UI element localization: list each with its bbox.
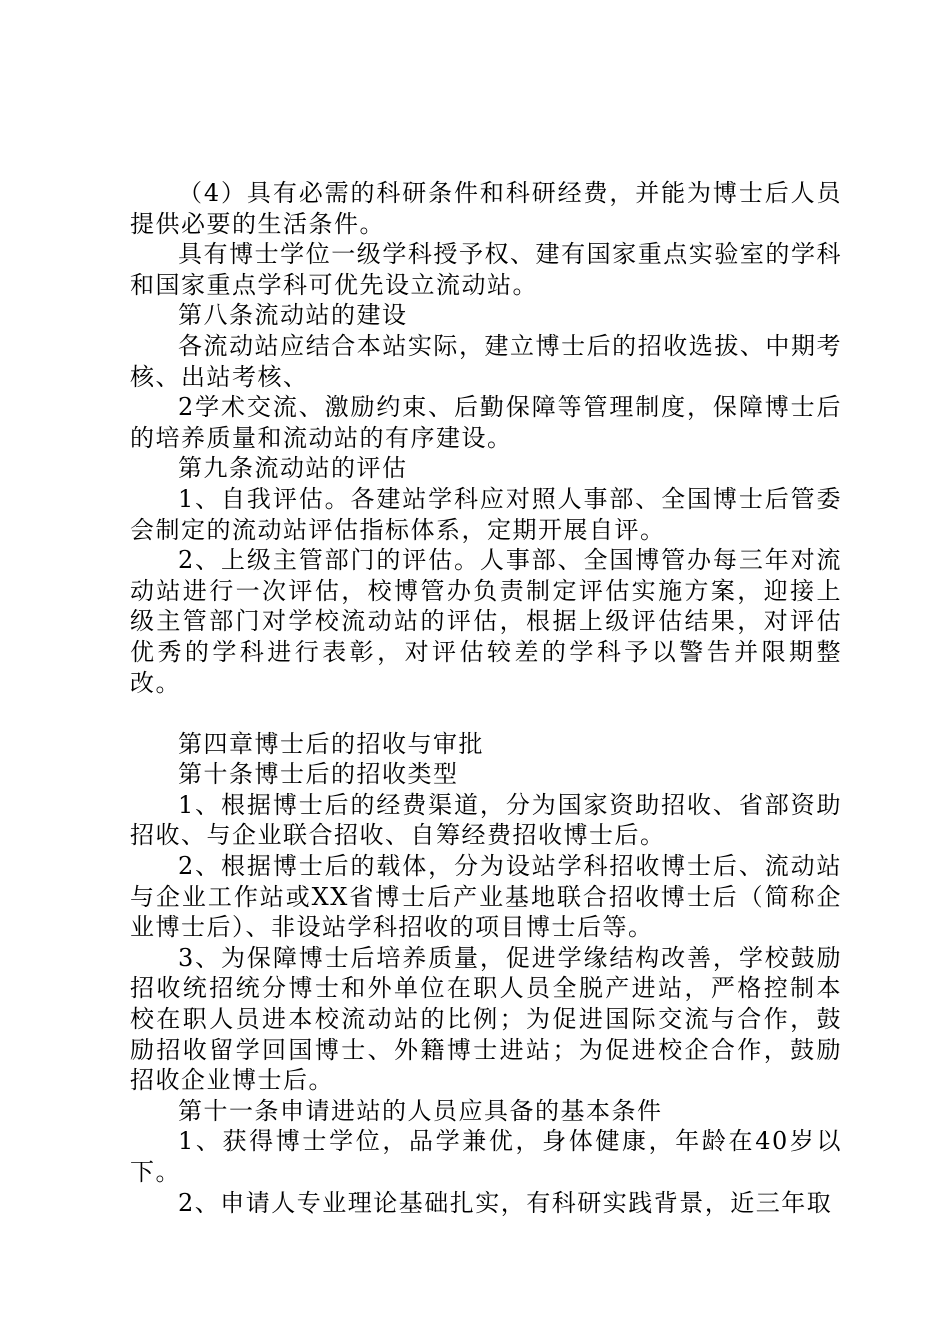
chapter-4-heading: 第四章博士后的招收与审批: [178, 729, 484, 758]
article-10-heading: 第十条博士后的招收类型: [178, 760, 459, 789]
article-8-heading: 第八条流动站的建设: [178, 301, 408, 330]
paragraph-carriers: 2、根据博士后的载体，分为设站学科招收博士后、流动站与企业工作站或XX省博士后产业基地联合招收博士后（简称企业博士后）、非设站学科招收的项目博士后等。: [130, 852, 842, 942]
paragraph-management-system: 2学术交流、激励约束、后勤保障等管理制度，保障博士后的培养质量和流动站的有序建设。: [130, 393, 842, 452]
paragraph-quality-assurance: 3、为保障博士后培养质量，促进学缘结构改善，学校鼓励招收统招统分博士和外单位在职人员全脱产进站，严格控制本校在职人员进本校流动站的比例；为促进国际交流与合作，鼓励招收留学回国博士、外籍博士进站；为促进校企合作，鼓励招收企业博士后。: [130, 943, 842, 1095]
article-11-heading: 第十一条申请进站的人员应具备的基本条件: [178, 1096, 663, 1125]
paragraph-research-background: 2、申请人专业理论基础扎实，有科研实践背景，近三年取: [178, 1188, 833, 1217]
paragraph-gap: [130, 698, 842, 729]
article-9-heading: 第九条流动站的评估: [178, 454, 408, 483]
document-page: [130, 178, 842, 1218]
paragraph-priority-setup: 具有博士学位一级学科授予权、建有国家重点实验室的学科和国家重点学科可优先设立流动站。: [130, 240, 842, 299]
paragraph-funding-channels: 1、根据博士后的经费渠道，分为国家资助招收、省部资助招收、与企业联合招收、自筹经费招收博士后。: [130, 790, 842, 850]
paragraph-research-conditions: （4）具有必需的科研条件和科研经费，并能为博士后人员提供必要的生活条件。: [130, 179, 842, 238]
paragraph-superior-evaluation: 2、上级主管部门的评估。人事部、全国博管办每三年对流动站进行一次评估，校博管办负责制定评估实施方案，迎接上级主管部门对学校流动站的评估，根据上级评估结果，对评估优秀的学科进行表彰，对评估较差的学科予以警告并限期整改。: [130, 546, 842, 697]
paragraph-self-evaluation: 1、自我评估。各建站学科应对照人事部、全国博士后管委会制定的流动站评估指标体系，定期开展自评。: [130, 484, 842, 544]
paragraph-doctoral-degree: 1、获得博士学位，品学兼优，身体健康，年龄在40岁以下。: [130, 1127, 842, 1186]
paragraph-station-construction: 各流动站应结合本站实际，建立博士后的招收选拔、中期考核、出站考核、: [130, 331, 842, 391]
